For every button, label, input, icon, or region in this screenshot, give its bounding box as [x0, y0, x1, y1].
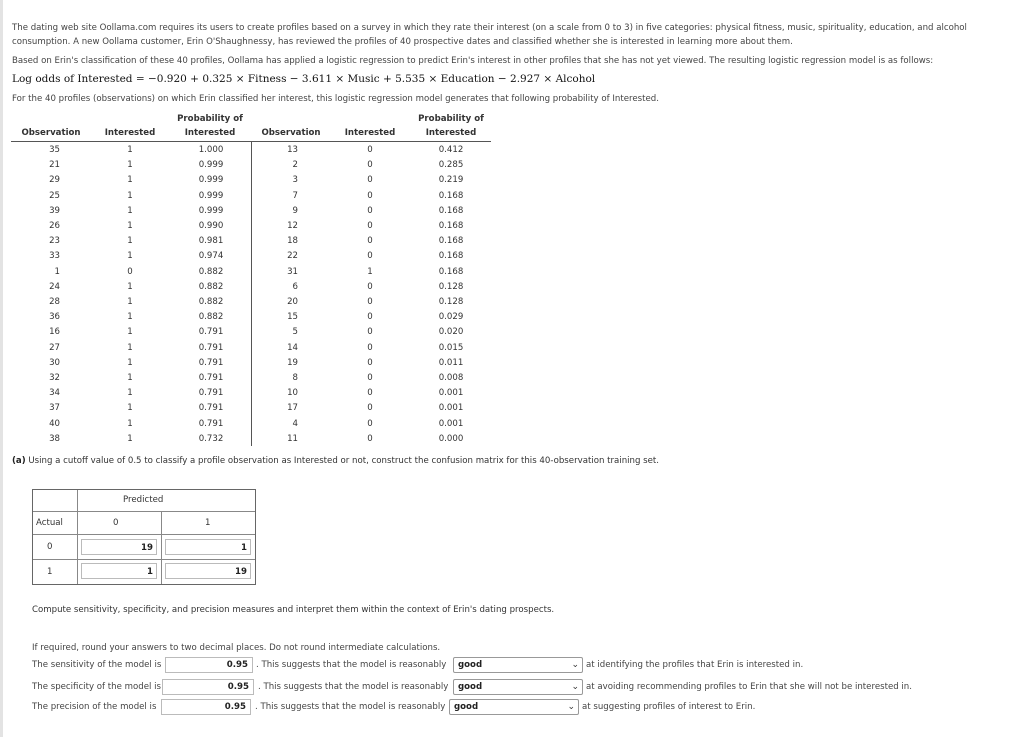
right-table-cell: 0.029 [438, 312, 464, 323]
right-table-cell: 5 [292, 327, 298, 338]
right-table-cell: 10 [287, 388, 298, 399]
right-table-cell: 0 [367, 418, 373, 429]
left-table-cell: 0.999 [198, 205, 224, 216]
right-table-cell: 0 [367, 403, 373, 414]
left-table-cell: 1 [127, 236, 133, 247]
right-table-cell: 0.168 [438, 251, 464, 262]
left-table-cell: 26 [49, 221, 60, 231]
right-table-cell: 0.001 [438, 388, 464, 399]
right-table-cell: 13 [287, 145, 298, 155]
precision-quality-select[interactable] [449, 699, 579, 715]
chevron-down-icon: ⌄ [571, 682, 579, 692]
left-table-cell: 21 [49, 160, 60, 171]
left-table-cell: 1 [127, 281, 133, 292]
left-table-cell: 37 [49, 403, 60, 414]
cell-actual0-pred1-input[interactable]: 1 [165, 539, 251, 555]
cell-actual1-pred0-input[interactable]: 1 [81, 563, 157, 579]
right-table-cell: 9 [292, 205, 298, 216]
predicted-col-0: 0 [113, 518, 119, 528]
right-table-cell: 1 [367, 266, 373, 277]
left-table-cell: 1.000 [198, 145, 224, 155]
right-table-cell: 0.168 [438, 266, 464, 277]
right-table-cell: 8 [292, 373, 298, 383]
specificity-input[interactable]: 0.95 [162, 679, 254, 695]
left-table-cell: 0.974 [198, 251, 224, 262]
question-a-label: (a) [12, 456, 26, 466]
question-b: Compute sensitivity, specificity, and precision measures and interpret them within the context of Erin's dating prospects. [32, 605, 555, 615]
right-table-cell: 0.285 [438, 160, 464, 171]
header-probability-left-line1: Probability of [177, 114, 243, 124]
left-table-cell: 0.882 [198, 266, 224, 277]
right-table-cell: 0.001 [438, 418, 464, 429]
sensitivity-input[interactable]: 0.95 [165, 657, 253, 673]
left-table-cell: 0.791 [198, 373, 224, 383]
confusion-matrix [32, 489, 256, 585]
left-table-cell: 1 [127, 190, 133, 201]
right-table-cell: 0 [367, 357, 373, 368]
question-a [12, 456, 659, 466]
left-table-cell: 1 [127, 221, 133, 231]
rounding-instruction: If required, round your answers to two decimal places. Do not round intermediate calculations. [32, 643, 441, 653]
right-table-cell: 18 [287, 236, 298, 247]
actual-label: Actual [36, 518, 63, 528]
left-table-cell: 1 [127, 175, 133, 186]
specificity-suffix: at avoiding recommending profiles to Erin that she will not be interested in. [586, 682, 912, 692]
intro-paragraph-3: Based on Erin's classification of these 40 profiles, Oollama has applied a logistic regression to predict Erin's interest in other profiles that she has not yet viewed. The resulting logistic regression model is as follows: [12, 56, 934, 66]
right-table-cell: 0.020 [438, 327, 464, 338]
header-observation-right: Observation [261, 128, 321, 138]
right-table-cell: 0 [367, 433, 373, 444]
actual-row-0: 0 [47, 542, 53, 552]
left-table-cell: 27 [49, 342, 60, 353]
left-table-cell: 40 [49, 418, 60, 429]
sensitivity-label: The sensitivity of the model is [32, 660, 162, 670]
left-table-cell: 1 [127, 160, 133, 171]
precision-label: The precision of the model is [32, 702, 157, 712]
right-table-cell: 0 [367, 342, 373, 353]
header-interested-right: Interested [344, 128, 396, 138]
left-table-cell: 1 [127, 327, 133, 338]
left-table-cell: 35 [49, 145, 60, 155]
right-table-cell: 0 [367, 160, 373, 171]
specificity-quality-value: good [458, 682, 483, 692]
left-table-cell: 29 [49, 175, 60, 186]
right-table-cell: 0 [367, 190, 373, 201]
chevron-down-icon: ⌄ [571, 660, 579, 670]
right-table-cell: 19 [287, 357, 298, 368]
header-probability-right-line2: Interested [425, 128, 477, 138]
specificity-quality-select[interactable] [453, 679, 583, 695]
left-table-cell: 0.999 [198, 190, 224, 201]
right-table-cell: 0 [367, 281, 373, 292]
predicted-label: Predicted [123, 495, 164, 505]
right-table-cell: 0 [367, 251, 373, 262]
sensitivity-suffix: at identifying the profiles that Erin is interested in. [586, 660, 804, 670]
left-table-cell: 0.882 [198, 281, 224, 292]
right-table-cell: 12 [287, 221, 298, 231]
left-table-cell: 0.990 [198, 221, 224, 231]
sensitivity-mid-text: . This suggests that the model is reasonably [256, 660, 447, 670]
header-probability-left-line2: Interested [184, 128, 236, 138]
intro-paragraph-1: The dating web site Oollama.com requires its users to create profiles based on a survey in which they rate their interest (on a scale from 0 to 3) in five categories: physical fitness, music, spirituality, education, and alcohol [12, 23, 967, 33]
cell-actual1-pred1-input[interactable]: 19 [165, 563, 251, 579]
right-table-cell: 17 [287, 403, 298, 414]
right-table-cell: 0 [367, 175, 373, 186]
right-table-cell: 22 [287, 251, 298, 262]
right-table-cell: 6 [292, 281, 298, 292]
precision-input[interactable]: 0.95 [161, 699, 251, 715]
right-table-cell: 0.219 [438, 175, 464, 186]
right-table-cell: 0.008 [438, 373, 464, 383]
right-table-cell: 2 [292, 160, 298, 171]
left-table-cell: 0.981 [198, 236, 224, 247]
right-table-cell: 0 [367, 327, 373, 338]
right-table-cell: 0 [367, 297, 373, 307]
question-a-text: Using a cutoff value of 0.5 to classify a profile observation as Interested or not, construct the confusion matrix for this 40-observation training set. [25, 456, 660, 466]
sensitivity-quality-select[interactable] [453, 657, 583, 673]
left-table-cell: 1 [127, 145, 133, 155]
left-table-cell: 0.791 [198, 327, 224, 338]
left-table-cell: 0.791 [198, 342, 224, 353]
left-table-cell: 36 [49, 312, 60, 323]
left-table-cell: 0.791 [198, 388, 224, 399]
right-table-cell: 0.168 [438, 221, 464, 231]
left-table-cell: 1 [127, 312, 133, 323]
left-table-cell: 1 [127, 373, 133, 383]
intro-paragraph-4: For the 40 profiles (observations) on which Erin classified her interest, this logistic regression model generates that following probability of Interested. [12, 94, 659, 104]
chevron-down-icon: ⌄ [567, 702, 575, 712]
right-table-cell: 0 [367, 312, 373, 323]
left-table-cell: 0.882 [198, 312, 224, 323]
right-table-cell: 0.412 [438, 145, 464, 155]
regression-equation: Log odds of Interested = −0.920 + 0.325 × Fitness − 3.611 × Music + 5.535 × Education − 2.927 × Alcohol [12, 73, 596, 85]
left-table-cell: 1 [127, 297, 133, 307]
left-table-cell: 1 [127, 251, 133, 262]
left-table-cell: 1 [127, 342, 133, 353]
intro-paragraph-2: consumption. A new Oollama customer, Erin O'Shaughnessy, has reviewed the profiles of 40 prospective dates and classified whether she is interested in learning more about them. [12, 37, 793, 47]
left-table-cell: 1 [54, 266, 60, 277]
right-table-cell: 0 [367, 373, 373, 383]
left-table-cell: 0.791 [198, 357, 224, 368]
right-table-cell: 0.001 [438, 403, 464, 414]
header-interested-left: Interested [104, 128, 156, 138]
precision-quality-value: good [454, 702, 479, 712]
predicted-col-1: 1 [205, 518, 211, 528]
left-rule [0, 0, 3, 737]
right-table-cell: 0.128 [438, 297, 464, 307]
right-table-cell: 0.000 [438, 433, 464, 444]
right-table-cell: 4 [292, 418, 298, 429]
table-divider [251, 142, 252, 446]
left-table-cell: 1 [127, 388, 133, 399]
right-table-cell: 0 [367, 205, 373, 216]
cell-actual0-pred0-input[interactable]: 19 [81, 539, 157, 555]
right-table-cell: 14 [287, 342, 298, 353]
precision-mid-text: . This suggests that the model is reasonably [255, 702, 446, 712]
right-table-cell: 7 [292, 190, 298, 201]
right-table-cell: 0.168 [438, 236, 464, 247]
left-table-cell: 33 [49, 251, 60, 262]
right-table-cell: 0 [367, 221, 373, 231]
right-table-cell: 0.011 [438, 357, 464, 368]
left-table-cell: 0.882 [198, 297, 224, 307]
right-table-cell: 0.015 [438, 342, 464, 353]
left-table-cell: 1 [127, 433, 133, 444]
left-table-cell: 24 [49, 281, 60, 292]
left-table-cell: 1 [127, 205, 133, 216]
right-table-cell: 0 [367, 145, 373, 155]
specificity-mid-text: . This suggests that the model is reasonably [258, 682, 449, 692]
left-table-cell: 38 [49, 433, 60, 444]
left-table-cell: 1 [127, 357, 133, 368]
left-table-cell: 25 [49, 190, 60, 201]
left-table-cell: 32 [49, 373, 60, 383]
precision-suffix: at suggesting profiles of interest to Erin. [582, 702, 756, 712]
right-table-cell: 11 [287, 433, 298, 444]
right-table-cell: 31 [287, 266, 298, 277]
left-table-cell: 0.999 [198, 160, 224, 171]
left-table-cell: 1 [127, 418, 133, 429]
right-table-cell: 0.168 [438, 190, 464, 201]
left-table-cell: 0.791 [198, 403, 224, 414]
right-table-cell: 0.128 [438, 281, 464, 292]
left-table-cell: 0.999 [198, 175, 224, 186]
right-table-cell: 0 [367, 236, 373, 247]
left-table-cell: 34 [49, 388, 60, 399]
left-table-cell: 39 [49, 205, 60, 216]
specificity-label: The specificity of the model is [32, 682, 161, 692]
header-observation-left: Observation [21, 128, 81, 138]
actual-row-1: 1 [47, 567, 53, 577]
right-table-cell: 15 [287, 312, 298, 323]
right-table-cell: 20 [287, 297, 298, 307]
left-table-cell: 1 [127, 403, 133, 414]
left-table-cell: 28 [49, 297, 60, 307]
header-probability-right-line1: Probability of [418, 114, 484, 124]
left-table-cell: 23 [49, 236, 60, 247]
left-table-cell: 0 [127, 266, 133, 277]
left-table-cell: 16 [49, 327, 60, 338]
right-table-cell: 3 [292, 175, 298, 186]
left-table-cell: 0.732 [198, 433, 224, 444]
right-table-cell: 0 [367, 388, 373, 399]
sensitivity-quality-value: good [458, 660, 483, 670]
left-table-cell: 30 [49, 357, 60, 368]
left-table-cell: 0.791 [198, 418, 224, 429]
right-table-cell: 0.168 [438, 205, 464, 216]
